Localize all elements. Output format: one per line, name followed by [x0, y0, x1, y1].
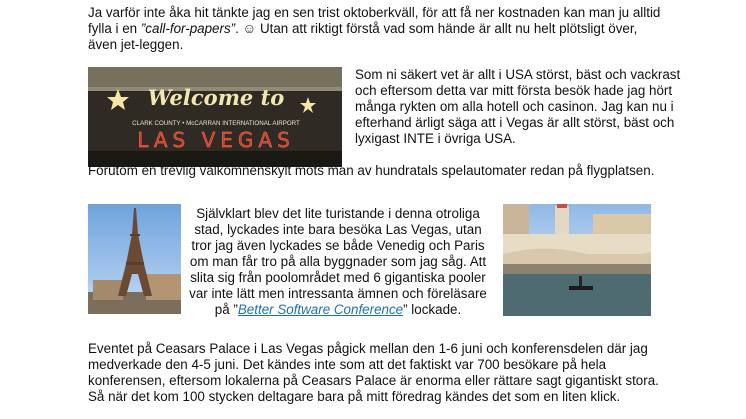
call-for-papers-quote: ”call-for-papers”: [140, 21, 236, 36]
intro-text-a: Ja varför inte åka hit tänkte jag en sen trist oktoberkväll, för att få ner kostnaden kan man ju alltid fylla i en: [88, 5, 661, 36]
paris-eiffel-tower-photo: [88, 204, 181, 314]
tourist-text-a: Självklart blev det lite turistande i denna otroliga stad, lyckades inte bara besöka Las Vegas, utan tror jag även lyckades se både Venedig och Paris om man får tro på alla byggnader som jag såg. Att slita sig från poolområdet med 6 gigantiska pooler var inte lätt men intressanta ämnen och föreläsare på ”: [189, 206, 487, 317]
eiffel-tower-illustration: [88, 204, 181, 314]
welcome-paragraph: Förutom en trevlig välkomnenskylt möts man av hundratals spelautomater redan på flygplatsen.: [88, 163, 655, 178]
venetian-canal-photo: [503, 204, 651, 316]
intro-paragraph: [88, 5, 668, 53]
welcome-to-sign-text: Welcome to: [147, 85, 285, 110]
airport-sign-text: CLARK COUNTY • McCARRAN INTERNATIONAL AIRPORT: [132, 120, 300, 127]
las-vegas-sign-text: LAS VEGAS: [137, 128, 295, 152]
welcome-sign-illustration: [88, 67, 342, 167]
intro-text-b: . ☺ Utan att riktigt förstå vad som hände är allt nu helt plötsligt över, även jet-leggen.: [88, 21, 638, 52]
tourist-text-b: ” lockade.: [403, 302, 462, 317]
venetian-canal-illustration: [503, 204, 651, 316]
event-paragraph: Eventet på Ceasars Palace i Las Vegas pågick mellan den 1-6 juni och konferensdelen där jag medverkade den 4-5 juni. Det kändes inte som att det faktiskt var 700 besökare på hela konferensen, eftersom lokalerna på Ceasars Palace är enorma eller rättare sagt gigantiskt stora. Så när det kom 100 stycken deltagare bara på mitt föredrag kändes det som en liten klick.: [88, 341, 659, 404]
tourist-paragraph: [186, 206, 490, 318]
las-vegas-welcome-sign-photo: [88, 67, 342, 167]
better-software-conference-link[interactable]: Better Software Conference: [237, 302, 404, 317]
usa-paragraph: Som ni säkert vet är allt i USA störst, bäst och vackrast och eftersom detta var mitt första besök hade jag hört många rykten om alla hotell och casinon. Jag kan nu i efterhand ärligt säga att i Vegas är allt störst, bäst och lyxigast INTE i övriga USA.: [355, 67, 681, 146]
